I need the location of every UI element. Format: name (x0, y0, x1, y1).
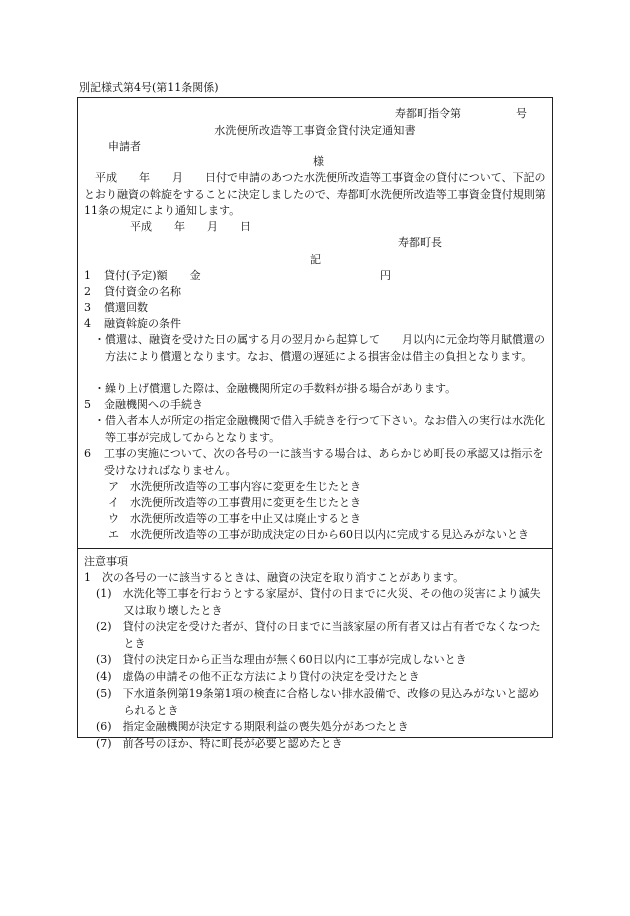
form-label: 別記様式第4号(第11条関係) (79, 81, 219, 94)
intro-paragraph: 平成 年 月 日付で申請のあつた水洗便所改造等工事資金の貸付について、下記のとおり融資の斡旋をすることに決定しましたので、寿都町水洗便所改造等工事資金貸付規則第11条の規定により通知します。 (84, 171, 546, 217)
applicant-honorific: 様 (313, 155, 324, 168)
issuer: 寿都町長 (398, 236, 442, 249)
document-title: 水洗便所改造等工事資金貸付決定通知書 (214, 124, 416, 137)
note-4: (4) 虚偽の申請その他不正な方法により貸付の決定を受けたとき (96, 670, 420, 683)
item-1: 1 貸付(予定)額 金 (84, 269, 201, 282)
item-5: 5 金融機関への手続き (84, 398, 203, 411)
loan-conditions-label: 融資斡旋の条件 (104, 317, 181, 330)
item-2: 2 貸付資金の名称 (84, 285, 181, 298)
note-2: (2) 貸付の決定を受けた者が、貸付の日までに当該家屋の所有者又は占有者でなくなつたとき (96, 620, 541, 650)
note-3: (3) 貸付の決定日から正当な理由が無く60日以内に工事が完成しないとき (96, 653, 467, 666)
repayment-count-label: 償還回数 (104, 301, 148, 314)
item-3: 3 償還回数 (84, 301, 148, 314)
note-7: (7) 前各号のほか、特に町長が必要と認めたとき (96, 737, 343, 750)
notice-frame (77, 97, 553, 750)
repayment-condition: ・償還は、融資を受けた日の属する月の翌月から起算して 月以内に元金均等月賦償還の方法により償還となります。なお、償還の遅延による損害金は借主の負担となります。 (94, 333, 545, 363)
construction-approval-text: 工事の実施について、次の各号の一に該当する場合は、あらかじめ町長の承認又は指示を受けなければなりません。 (104, 447, 544, 477)
ki-heading: 記 (310, 253, 321, 266)
loan-fund-name-label: 貸付資金の名称 (104, 285, 181, 298)
section-divider (78, 548, 552, 549)
notes-item-1: 1 次の各号の一に該当するときは、融資の決定を取り消すことがあります。 (84, 571, 465, 584)
item-4: 4 融資斡旋の条件 (84, 317, 181, 330)
notice-date: 平成 年 月 日 (130, 220, 251, 233)
early-repayment-note: ・繰り上げ償還した際は、金融機関所定の手数料が掛る場合があります。 (94, 382, 457, 395)
applicant-label: 申請者 (108, 140, 141, 153)
designation-number: 寿都町指令第 号 (395, 107, 527, 120)
item-6: 6 工事の実施について、次の各号の一に該当する場合は、あらかじめ町長の承認又は指示を受けなければなりません。 (84, 447, 544, 477)
notes-heading: 注意事項 (84, 555, 128, 568)
loan-amount-label: 貸付(予定)額 金 (104, 269, 201, 282)
note-6: (6) 指定金融機関が決定する期限利益の喪失処分があつたとき (96, 720, 409, 733)
item-6-e: エ 水洗便所改造等の工事が助成決定の日から60日以内に完成する見込みがないとき (108, 527, 546, 544)
loan-amount-unit: 円 (380, 269, 391, 282)
note-5: (5) 下水道条例第19条第1項の検査に合格しない排水設備で、改修の見込みがないと認められるとき (96, 687, 540, 717)
bank-procedure-note: ・借入者本人が所定の指定金融機関で借入手続きを行つて下さい。なお借入の実行は水洗化等工事が完成してからとなります。 (94, 414, 545, 444)
item-6-i: イ 水洗便所改造等の工事費用に変更を生じたとき (108, 496, 361, 509)
note-1: (1) 水洗化等工事を行おうとする家屋が、貸付の日までに火災、その他の災害により滅失又は取り壊したとき (96, 587, 541, 617)
bank-procedure-label: 金融機関への手続き (104, 398, 203, 411)
item-6-u: ウ 水洗便所改造等の工事を中止又は廃止するとき (108, 512, 361, 525)
item-6-a: ア 水洗便所改造等の工事内容に変更を生じたとき (108, 480, 361, 493)
